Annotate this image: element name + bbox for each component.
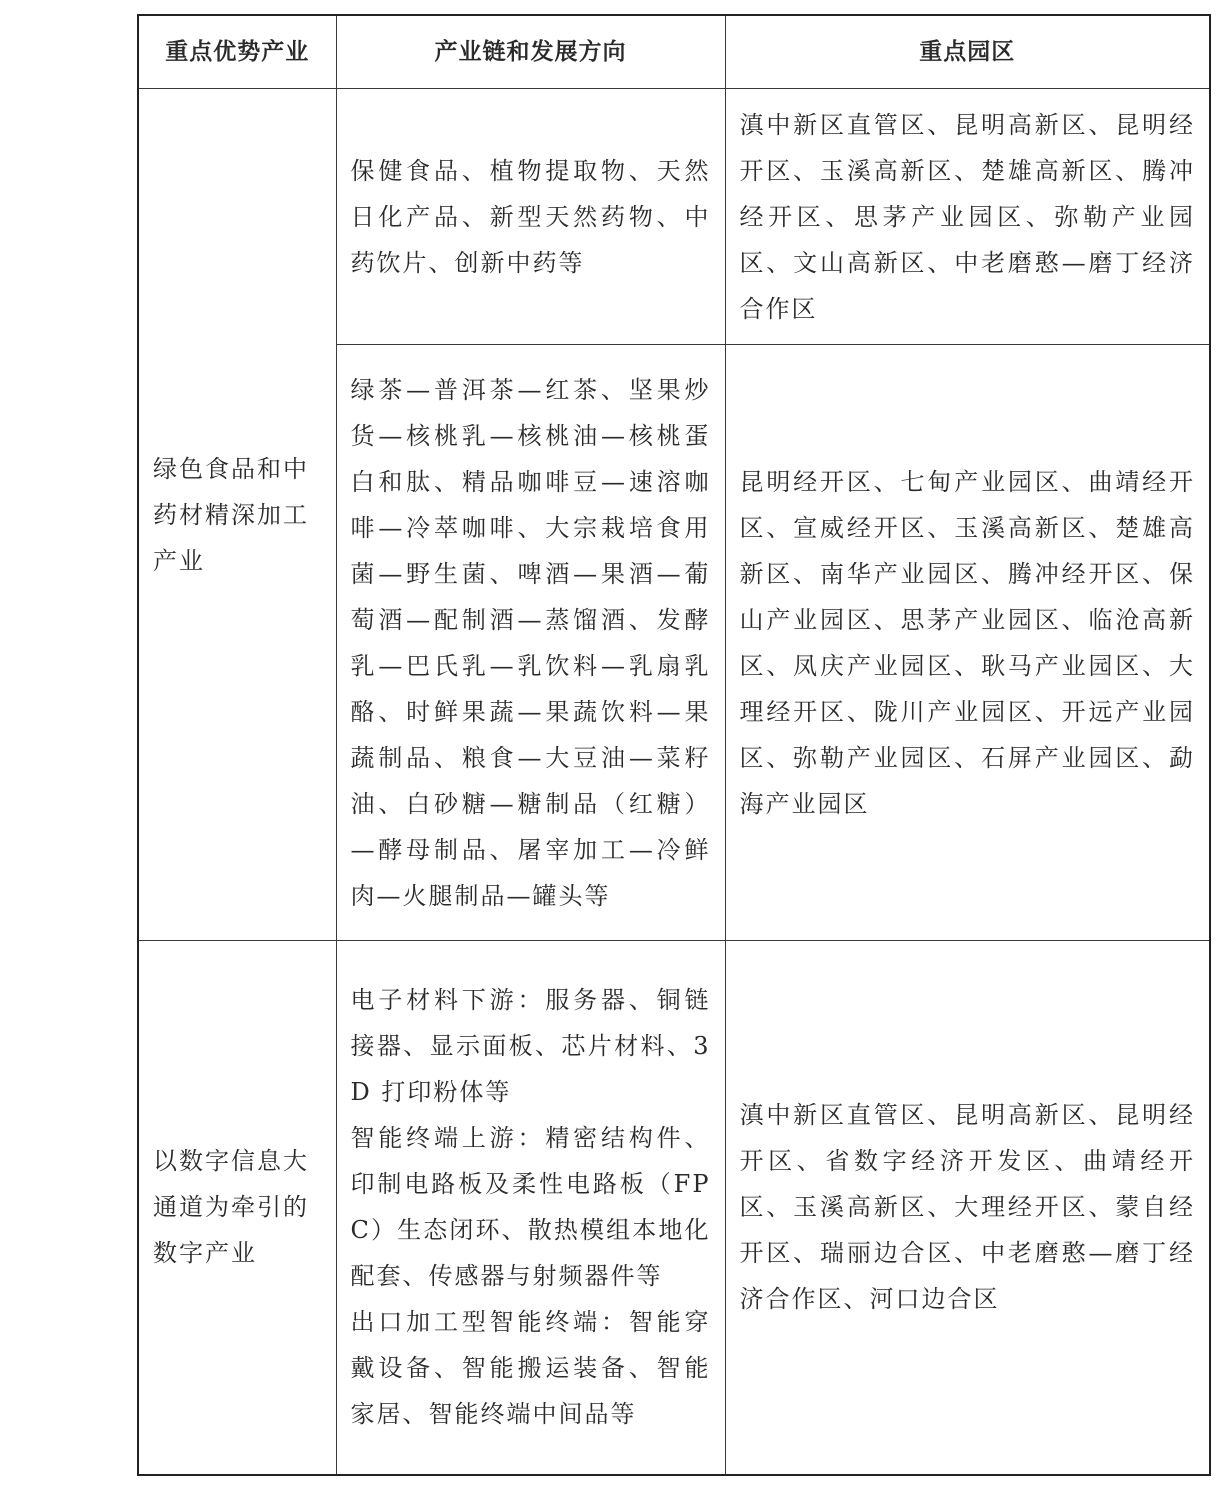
parks-paragraph: 滇中新区直管区、昆明高新区、昆明经开区、玉溪高新区、楚雄高新区、腾冲经开区、思茅产业园区、弥勒产业园区、文山高新区、中老磨憨—磨丁经济合作区 [739, 110, 1195, 323]
direction-paragraph: 保健食品、植物提取物、天然日化产品、新型天然药物、中药饮片、创新中药等 [350, 156, 711, 277]
parks-cell [725, 345, 1210, 941]
table-row [138, 941, 1210, 1475]
industry-cell: 以数字信息大通道为牵引的数字产业 [138, 941, 336, 1475]
parks-cell [725, 89, 1210, 345]
header-direction: 产业链和发展方向 [336, 15, 725, 89]
direction-paragraph: 电子材料下游：服务器、铜链接器、显示面板、芯片材料、3D 打印粉体等 [350, 986, 711, 1107]
header-parks: 重点园区 [725, 15, 1210, 89]
header-industry: 重点优势产业 [138, 15, 336, 89]
direction-cell [336, 941, 725, 1475]
direction-paragraph: 绿茶—普洱茶—红茶、坚果炒货—核桃乳—核桃油—核桃蛋白和肽、精品咖啡豆—速溶咖啡—冷萃咖啡、大宗栽培食用菌—野生菌、啤酒—果酒—葡萄酒—配制酒—蒸馏酒、发酵乳—巴氏乳—乳饮料—乳扇乳酪、时鲜果蔬—果蔬饮料—果蔬制品、粮食—大豆油—菜籽油、白砂糖—糖制品（红糖）—酵母制品、屠宰加工—冷鲜肉—火腿制品—罐头等 [350, 375, 711, 910]
industry-cell: 绿色食品和中药材精深加工产业 [138, 89, 336, 941]
direction-cell [336, 89, 725, 345]
table-row [138, 89, 1210, 345]
parks-paragraph: 滇中新区直管区、昆明高新区、昆明经开区、省数字经济开发区、曲靖经开区、玉溪高新区、大理经开区、蒙自经开区、瑞丽边合区、中老磨憨—磨丁经济合作区、河口边合区 [739, 1101, 1195, 1314]
direction-paragraph: 出口加工型智能终端：智能穿戴设备、智能搬运装备、智能家居、智能终端中间品等 [350, 1308, 711, 1429]
direction-cell [336, 345, 725, 941]
direction-paragraph: 智能终端上游：精密结构件、印制电路板及柔性电路板（FPC）生态闭环、散热模组本地化配套、传感器与射频器件等 [350, 1124, 711, 1291]
table-header-row [138, 15, 1210, 89]
parks-cell [725, 941, 1210, 1475]
industry-table [137, 14, 1211, 1476]
parks-paragraph: 昆明经开区、七甸产业园区、曲靖经开区、宣威经开区、玉溪高新区、楚雄高新区、南华产业园区、腾冲经开区、保山产业园区、思茅产业园区、临沧高新区、凤庆产业园区、耿马产业园区、大理经开区、陇川产业园区、开远产业园区、弥勒产业园区、石屏产业园区、勐海产业园区 [739, 467, 1195, 818]
